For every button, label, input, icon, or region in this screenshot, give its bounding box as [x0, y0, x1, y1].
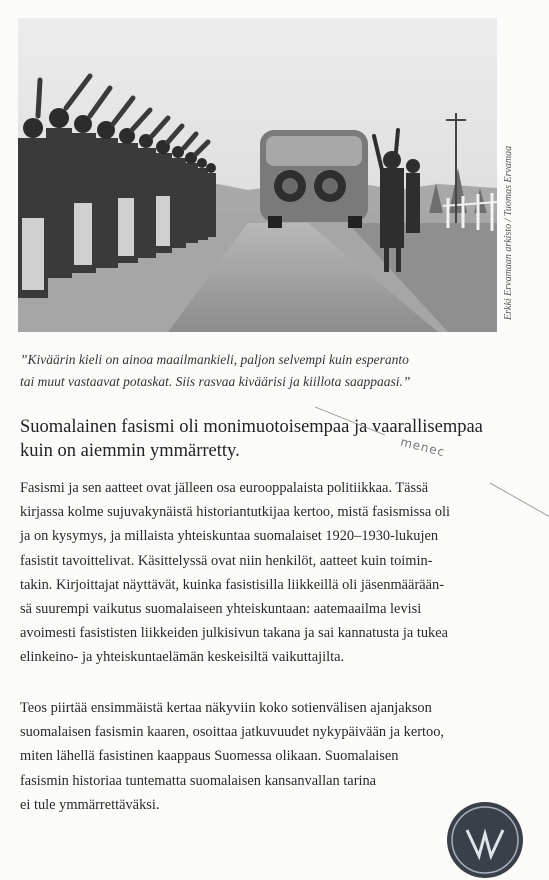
- text-line: elinkeino- ja yhteiskuntaelämän keskeisiltä vaikuttajilta.: [20, 649, 345, 666]
- text-line: sä suurempi vaikutus suomalaiseen yhteiskuntaan: aatemaailma levisi: [20, 601, 422, 618]
- description-paragraph-1: [20, 476, 530, 670]
- lead-line: kuin on aiemmin ymmärretty.: [20, 441, 240, 461]
- text-line: fasismin historiaa tuntematta suomalaisen kansanvallan tarina: [20, 772, 377, 789]
- photo-illustration: [18, 18, 497, 332]
- quote-line: ”Kiväärin kieli on ainoa maailmankieli, paljon selvempi kuin esperanto: [20, 352, 409, 367]
- publisher-seal-icon: [445, 800, 525, 880]
- text-line: Teos piirtää ensimmäistä kertaa näkyviin koko sotienvälisen ajanjakson: [20, 700, 432, 716]
- text-line: Fasismi ja sen aatteet ovat jälleen osa eurooppalaista politiikkaa. Tässä: [20, 480, 429, 496]
- text-line: fasistit tavoittelivat. Käsittelyssä ovat niin henkilöt, aatteet kuin toimin-: [20, 552, 433, 569]
- handwritten-note: menec: [398, 434, 447, 460]
- text-line: avoimesti fasististen liikkeiden julkisivun takana ja sai kannatusta ja tukea: [20, 625, 449, 642]
- text-line: ja on kysymys, ja millaista yhteiskuntaa suomalaiset 1920–1930-lukujen: [20, 528, 439, 545]
- text-line: takin. Kirjoittajat näyttävät, kuinka fasistisilla liikkeillä oli jäsenmäärään-: [20, 576, 444, 593]
- lead-line: Suomalainen fasismi oli monimuotoisempaa ja vaarallisempaa: [20, 417, 483, 437]
- text-line: kirjassa kolme sujuvakynäistä historiantutkijaa kertoo, mistä fasismissa oli: [20, 504, 451, 521]
- historical-photo: [18, 18, 497, 332]
- quote-line: tai muut vastaavat potaskat. Siis rasvaa kiväärisi ja kiillota saappaasi.”: [20, 374, 411, 389]
- text-line: ei tule ymmärrettäväksi.: [20, 796, 160, 813]
- quote: [20, 349, 520, 393]
- photo-credit: Erkki Ervamaan arkisto / Tuomas Ervamaa: [503, 145, 514, 320]
- description-paragraph-2: [20, 696, 530, 817]
- text-line: miten lähellä fasistinen kaappaus Suomessa olikaan. Suomalaisen: [20, 748, 399, 765]
- text-line: suomalaisen fasismin kaaren, osoittaa jatkuvuudet nykypäivään ja kertoo,: [20, 724, 445, 741]
